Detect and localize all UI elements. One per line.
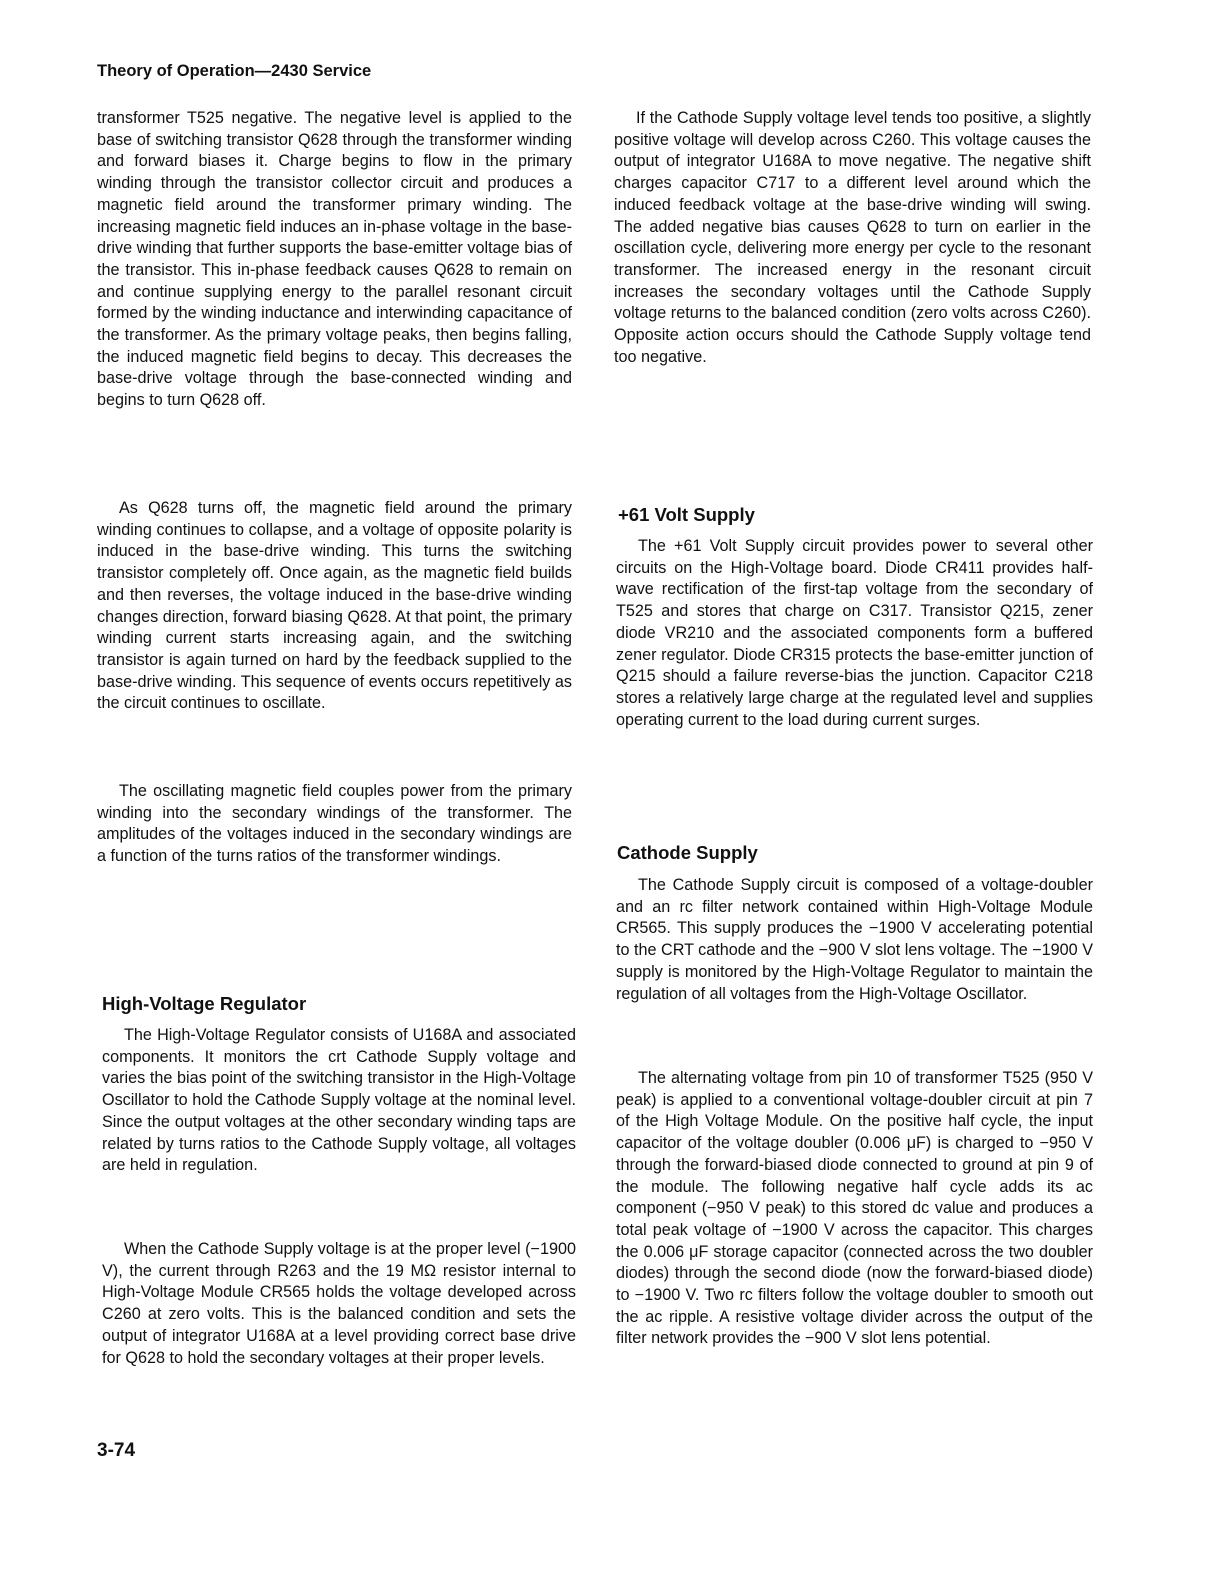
left-paragraph-1: transformer T525 negative. The negative level is applied to the base of switching transistor Q628 through the transformer winding and forward biases it. Charge begins to flow in the primary winding through the transistor collector circuit and produces a magnetic field around the transformer primary winding. The increasing magnetic field induces an in-phase voltage in the base-drive winding that further supports the base-emitter voltage bias of the transistor. This in-phase feedback causes Q628 to remain on and continue supplying energy to the parallel resonant circuit formed by the winding inductance and interwinding capacitance of the transformer. As the primary voltage peaks, then begins falling, the induced magnetic field begins to decay. This decreases the base-drive voltage through the base-connected winding and begins to turn Q628 off.	[97, 109, 572, 410]
left-paragraph-4: The High-Voltage Regulator consists of U168A and associated components. It monitors the crt Cathode Supply voltage and varies the bias point of the switching transistor in the High-Voltage Oscillator to hold the Cathode Supply voltage at the nominal level. Since the output voltages at the other secondary winding taps are related by turns ratios to the Cathode Supply voltage, all voltages are held in regulation.	[102, 1026, 576, 1175]
left-paragraph-2: As Q628 turns off, the magnetic field around the primary winding continues to collapse, and a voltage of opposite polarity is induced in the base-drive winding. This turns the switching transistor completely off. Once again, as the magnetic field builds and then reverses, the voltage induced in the base-drive winding changes direction, forward biasing Q628. At that point, the primary winding current starts increasing again, and the switching transistor is again turned on hard by the feedback supplied to the base-drive winding. This sequence of events occurs repetitively as the circuit continues to oscillate.	[97, 499, 572, 713]
heading-cathode-supply: Cathode Supply	[617, 842, 758, 863]
page-number: 3-74	[97, 1440, 136, 1461]
heading-high-voltage-regulator: High-Voltage Regulator	[102, 993, 307, 1014]
heading-61-volt-supply: +61 Volt Supply	[618, 504, 755, 525]
right-paragraph-3: The Cathode Supply circuit is composed of a voltage-doubler and an rc filter network contained within High-Voltage Module CR565. This supply produces the −1900 V accelerating potential to the CRT cathode and the −900 V slot lens voltage. The −1900 V supply is monitored by the High-Voltage Regulator to maintain the regulation of all voltages from the High-Voltage Oscillator.	[616, 876, 1093, 1003]
left-paragraph-5: When the Cathode Supply voltage is at the proper level (−1900 V), the current through R263 and the 19 MΩ resistor internal to High-Voltage Module CR565 holds the voltage developed across C260 at zero volts. This is the balanced condition and sets the output of integrator U168A at a level providing correct base drive for Q628 to hold the secondary voltages at their proper levels.	[102, 1240, 576, 1367]
right-paragraph-4: The alternating voltage from pin 10 of transformer T525 (950 V peak) is applied to a conventional voltage-doubler circuit at pin 7 of the High Voltage Module. On the positive half cycle, the input capacitor of the voltage doubler (0.006 μF) is charged to −950 V through the forward-biased diode connected to ground at pin 9 of the module. The following negative half cycle adds its ac component (−950 V peak) to this stored dc value and produces a total peak voltage of −1900 V across the capacitor. This charges the 0.006 μF storage capacitor (connected across the two doubler diodes) through the second diode (now the forward-biased diode) to −1900 V. Two rc filters follow the voltage doubler to smooth out the ac ripple. A resistive voltage divider across the output of the filter network provides the −900 V slot lens potential.	[616, 1069, 1093, 1348]
right-paragraph-1: If the Cathode Supply voltage level tends too positive, a slightly positive voltage will develop across C260. This voltage causes the output of integrator U168A to move negative. The negative shift charges capacitor C717 to a different level around which the induced feedback voltage at the base-drive winding will swing. The added negative bias causes Q628 to turn on earlier in the oscillation cycle, delivering more energy per cycle to the resonant transformer. The increased energy in the resonant circuit increases the secondary voltages until the Cathode Supply voltage returns to the balanced condition (zero volts across C260). Opposite action occurs should the Cathode Supply voltage tend too negative.	[614, 109, 1091, 366]
right-paragraph-2: The +61 Volt Supply circuit provides power to several other circuits on the High-Voltage board. Diode CR411 provides half-wave rectification of the first-tap voltage from the secondary of T525 and stores that charge on C317. Transistor Q215, zener diode VR210 and the associated components form a buffered zener regulator. Diode CR315 protects the base-emitter junction of Q215 should a failure reverse-bias the junction. Capacitor C218 stores a relatively large charge at the regulated level and supplies operating current to the load during current surges.	[616, 537, 1093, 729]
left-paragraph-3: The oscillating magnetic field couples power from the primary winding into the secondary windings of the transformer. The amplitudes of the voltages induced in the secondary windings are a function of the turns ratios of the transformer windings.	[97, 782, 572, 866]
page-header: Theory of Operation—2430 Service	[97, 62, 372, 80]
